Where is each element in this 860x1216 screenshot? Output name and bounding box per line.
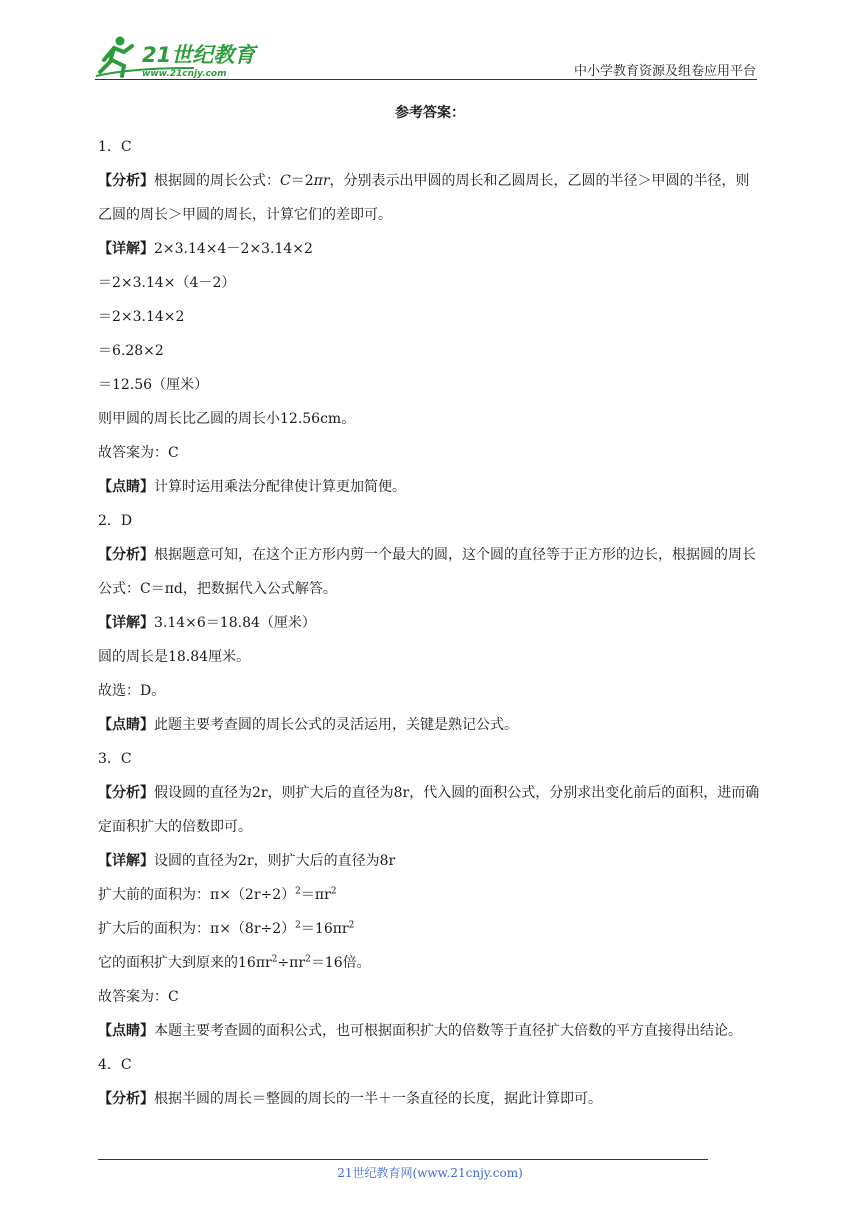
comment-line: 【点睛】计算时运用乘法分配律使计算更加简便。 bbox=[98, 479, 406, 495]
detail-line: 【详解】2×3.14×4－2×3.14×2 bbox=[98, 241, 313, 257]
detail-line: 【详解】3.14×6＝18.84（厘米） bbox=[98, 615, 316, 631]
header-divider bbox=[95, 79, 757, 80]
logo-text: 21世纪教育 bbox=[142, 43, 256, 67]
detail-line: 【详解】设圆的直径为2r，则扩大后的直径为8r bbox=[98, 853, 396, 869]
page-header bbox=[0, 0, 860, 90]
answer-content bbox=[98, 96, 762, 1116]
calc-line: ＝12.56（厘米） bbox=[98, 377, 209, 393]
calc-line: ＝2×3.14×2 bbox=[98, 309, 185, 325]
page-title: 参考答案： bbox=[395, 105, 465, 121]
answer-number: 2．D bbox=[98, 513, 133, 529]
answer-line: 故答案为：C bbox=[98, 445, 179, 461]
answer-line: 故答案为：C bbox=[98, 989, 179, 1005]
analysis-line: 【分析】根据圆的周长公式：C＝2πr，分别表示出甲圆的周长和乙圆周长，乙圆的半径＞甲圆的半径，则乙圆的周长＞甲圆的周长，计算它们的差即可。 bbox=[98, 173, 750, 223]
answer-line: 故选：D。 bbox=[98, 683, 166, 699]
footer-text: 21世纪教育网(www.21cnjy.com) bbox=[337, 1166, 523, 1180]
logo-url: www.21cnjy.com bbox=[142, 69, 227, 79]
analysis-line: 【分析】根据题意可知，在这个正方形内剪一个最大的圆，这个圆的直径等于正方形的边长，根据圆的周长公式：C＝πd，把数据代入公式解答。 bbox=[98, 547, 756, 597]
answer-number: 3．C bbox=[98, 751, 132, 767]
answer-number: 4．C bbox=[98, 1057, 132, 1073]
analysis-line: 【分析】根据半圆的周长＝整圆的周长的一半＋一条直径的长度，据此计算即可。 bbox=[98, 1091, 602, 1107]
logo bbox=[94, 34, 264, 80]
comment-line: 【点睛】此题主要考查圆的周长公式的灵活运用，关键是熟记公式。 bbox=[98, 717, 518, 733]
result-line: 则甲圆的周长比乙圆的周长小12.56cm。 bbox=[98, 411, 356, 427]
answer-number: 1．C bbox=[98, 139, 132, 155]
calc-line: 扩大前的面积为：$\pi\times(2r\div 2)^2=\pi r^2$ bbox=[98, 886, 337, 903]
platform-label: 中小学教育资源及组卷应用平台 bbox=[573, 64, 756, 79]
calc-line: ＝6.28×2 bbox=[98, 343, 164, 359]
analysis-line: 【分析】假设圆的直径为2r，则扩大后的直径为8r，代入圆的面积公式，分别求出变化前后的面积，进而确定面积扩大的倍数即可。 bbox=[98, 785, 760, 835]
result-line: 它的面积扩大到原来的$16\pi r^2\div\pi r^2=16$倍。 bbox=[98, 954, 371, 971]
comment-line: 【点睛】本题主要考查圆的面积公式，也可根据面积扩大的倍数等于直径扩大倍数的平方直接得出结论。 bbox=[98, 1023, 742, 1039]
footer-divider bbox=[98, 1159, 708, 1160]
calc-line: 扩大后的面积为：$\pi\times(8r\div 2)^2=16\pi r^2$ bbox=[98, 920, 355, 937]
calc-line: ＝2×3.14×（4－2） bbox=[98, 275, 236, 291]
result-line: 圆的周长是18.84厘米。 bbox=[98, 649, 251, 665]
